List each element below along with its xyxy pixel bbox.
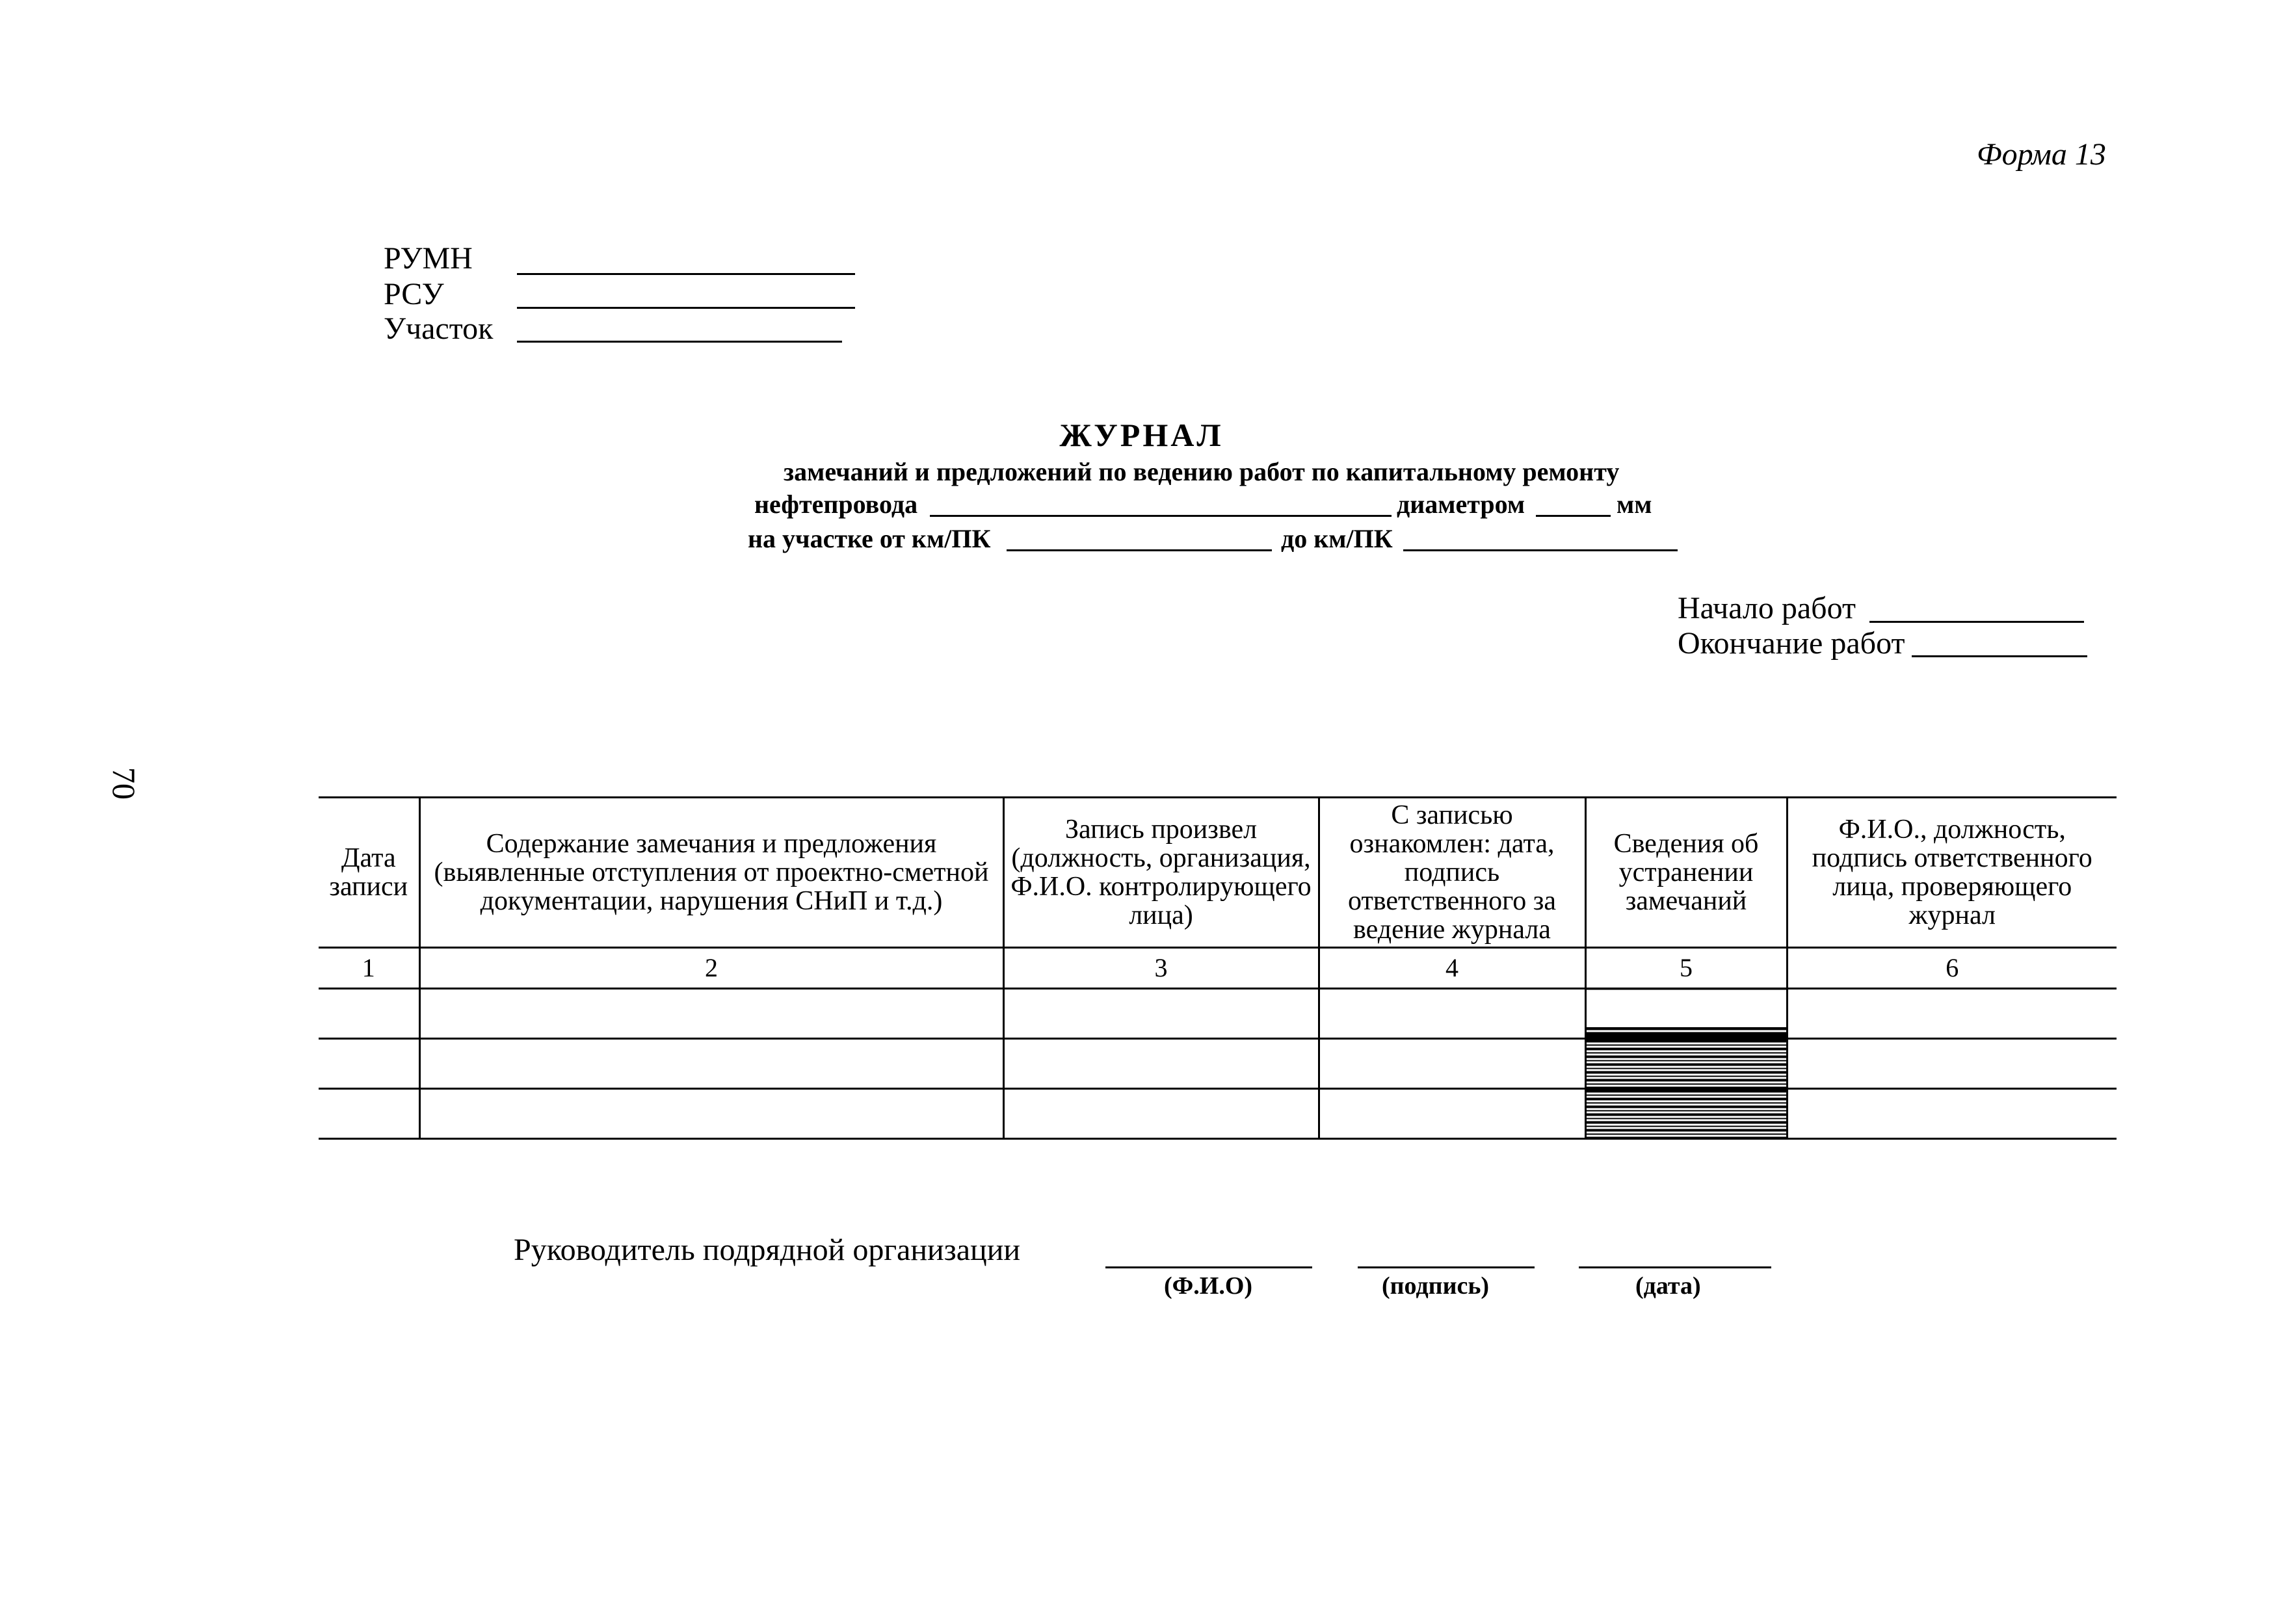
subtitle-line-3-prefix: на участке от км/ПК xyxy=(748,524,991,553)
table-cell xyxy=(319,1039,419,1089)
work-start-label: Начало работ xyxy=(1678,591,1856,625)
column-number: 1 xyxy=(319,948,419,989)
table-cell xyxy=(1787,989,2117,1039)
signature-caption: (подпись) xyxy=(1382,1272,1490,1300)
table-cell xyxy=(1003,989,1319,1039)
scan-artifact-cell xyxy=(1585,1089,1787,1139)
table-cell xyxy=(1319,1089,1585,1139)
section-fill-line xyxy=(517,341,842,343)
work-end-fill-line xyxy=(1912,655,2087,657)
table-cell xyxy=(419,1089,1003,1139)
scan-artifact-cell xyxy=(1585,1039,1787,1089)
signature-label: Руководитель подрядной организации xyxy=(514,1233,1021,1267)
subtitle-line-2-mid: диаметром xyxy=(1397,490,1525,519)
table-row xyxy=(319,1039,2117,1089)
name-caption: (Ф.И.О) xyxy=(1164,1272,1253,1300)
table-cell xyxy=(1003,1039,1319,1089)
table-cell xyxy=(1585,989,1787,1039)
header-field-section xyxy=(384,311,493,347)
journal-table xyxy=(319,796,2117,1140)
to-km-fill-line xyxy=(1403,549,1678,551)
date-caption: (дата) xyxy=(1635,1272,1701,1300)
page-number: 70 xyxy=(106,767,142,800)
field-label: РУМН xyxy=(384,241,473,276)
column-header: Содержание замечания и предложения (выявленные отступления от проектно-сметной документации, нарушения СНиП и т.д.) xyxy=(419,798,1003,948)
table-cell xyxy=(319,1089,419,1139)
work-end-label: Окончание работ xyxy=(1678,626,1905,661)
table-cell xyxy=(319,989,419,1039)
column-number: 4 xyxy=(1319,948,1585,989)
table-cell xyxy=(1787,1039,2117,1089)
column-number: 2 xyxy=(419,948,1003,989)
table-cell xyxy=(419,1039,1003,1089)
column-header: Запись произвел (должность, организация, Ф.И.О. контролирующего лица) xyxy=(1003,798,1319,948)
header-field-rsu xyxy=(384,276,444,313)
subtitle-line-2-suffix: мм xyxy=(1617,490,1652,519)
column-number: 6 xyxy=(1787,948,2117,989)
from-km-fill-line xyxy=(1007,549,1272,551)
header-field-rumn xyxy=(384,241,473,277)
subtitle-line-3-mid: до км/ПК xyxy=(1281,524,1393,553)
field-label: Участок xyxy=(384,311,494,346)
rumn-fill-line xyxy=(517,273,855,275)
field-label: РСУ xyxy=(384,277,444,311)
document-title: ЖУРНАЛ xyxy=(1059,417,1224,453)
column-header: Сведения об устранении замечаний xyxy=(1585,798,1787,948)
table-row xyxy=(319,989,2117,1039)
table-cell xyxy=(1003,1089,1319,1139)
work-start-fill-line xyxy=(1869,621,2084,623)
column-header: Дата записи xyxy=(319,798,419,948)
signature-fill-line xyxy=(1358,1266,1535,1268)
column-number-row xyxy=(319,948,2117,989)
date-fill-line xyxy=(1579,1266,1771,1268)
table-cell xyxy=(1319,989,1585,1039)
diameter-fill-line xyxy=(1536,515,1611,517)
subtitle-line-1: замечаний и предложений по ведению работ по капитальному ремонту xyxy=(784,457,1620,486)
table-cell xyxy=(419,989,1003,1039)
column-header: С записью ознакомлен: дата, подпись ответственного за ведение журнала xyxy=(1319,798,1585,948)
table-cell xyxy=(1787,1089,2117,1139)
table-cell xyxy=(1319,1039,1585,1089)
column-number: 5 xyxy=(1585,948,1787,989)
rsu-fill-line xyxy=(517,307,855,309)
subtitle-line-2-prefix: нефтепровода xyxy=(754,490,918,519)
pipeline-fill-line xyxy=(930,515,1392,517)
form-number-label: Форма 13 xyxy=(1977,137,2106,172)
column-header: Ф.И.О., должность, подпись ответственного лица, проверяющего журнал xyxy=(1787,798,2117,948)
name-fill-line xyxy=(1105,1266,1312,1268)
column-number: 3 xyxy=(1003,948,1319,989)
table-row xyxy=(319,1089,2117,1139)
table-header-row xyxy=(319,798,2117,948)
